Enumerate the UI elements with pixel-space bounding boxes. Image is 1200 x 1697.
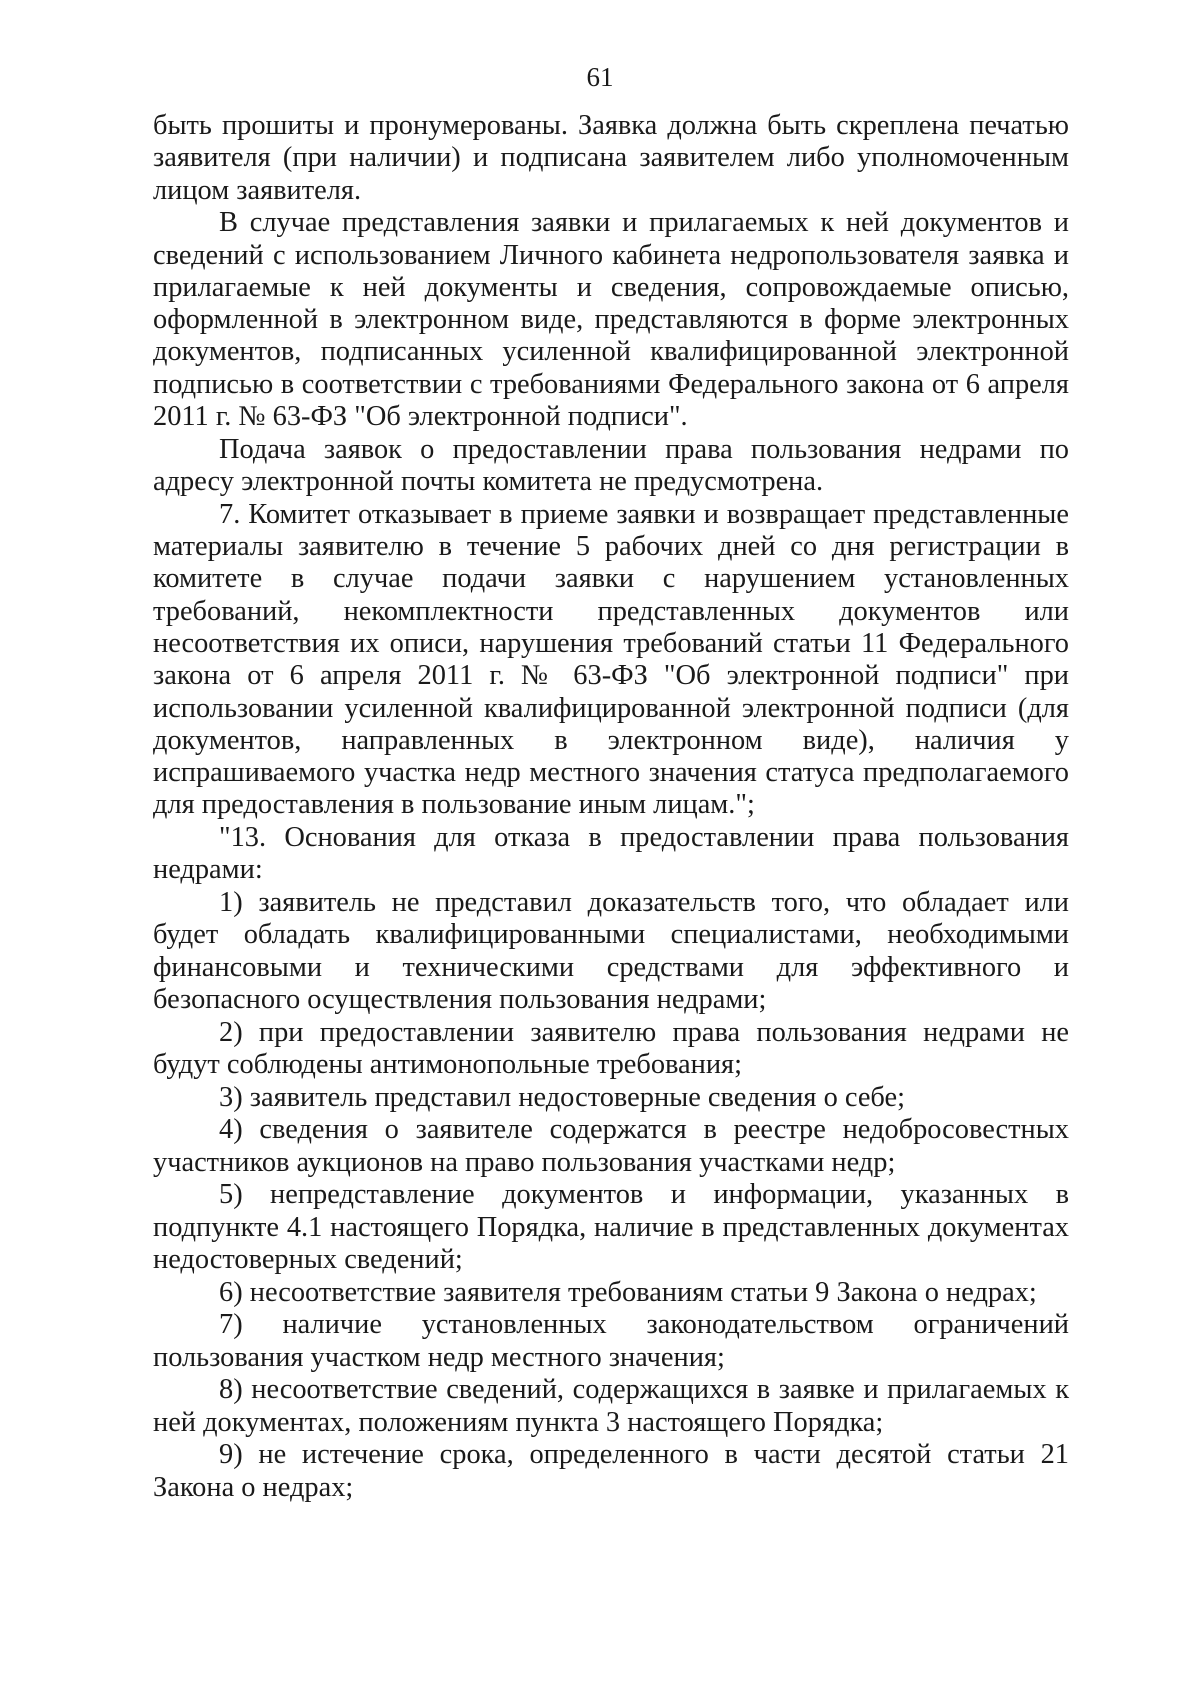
list-item: 1) заявитель не представил доказательств того, что обладает или будет обладать квалифицированными специалистами, необходимыми финансовыми и техническими средствами для эффективного и безопасного осуществления пользования недрами; bbox=[153, 887, 1069, 1015]
list-item: 6) несоответствие заявителя требованиям статьи 9 Закона о недрах; bbox=[219, 1276, 1037, 1308]
list-item: 2) при предоставлении заявителю права пользования недрами не будут соблюдены антимонопольные требования; bbox=[153, 1016, 1069, 1080]
paragraph: 7. Комитет отказывает в приеме заявки и возвращает представленные материалы заявителю в течение 5 рабочих дней со дня регистрации в комитете в случае подачи заявки с нарушением установленных требований, некомплектности представленных документов или несоответствия их описи, нарушения требований статьи 11 Федерального закона от 6 апреля 2011 г. № 63-ФЗ "Об электронной подписи" при использовании усиленной квалифицированной электронной подписи (для документов, направленных в электронном виде), наличия у испрашиваемого участка недр местного значения статуса предполагаемого для предоставления в пользование иным лицам."; bbox=[153, 498, 1069, 821]
paragraph: В случае представления заявки и прилагаемых к ней документов и сведений с использованием Личного кабинета недропользователя заявка и прилагаемые к ней документы и сведения, сопровождаемые описью, оформленной в электронном виде, представляются в форме электронных документов, подписанных усиленной квалифицированной электронной подписью в соответствии с требованиями Федерального закона от 6 апреля 2011 г. № 63-ФЗ "Об электронной подписи". bbox=[153, 207, 1069, 433]
list-item: 5) непредставление документов и информации, указанных в подпункте 4.1 настоящего Порядка, наличие в представленных документах недостоверных сведений; bbox=[153, 1179, 1069, 1275]
paragraph: быть прошиты и пронумерованы. Заявка должна быть скреплена печатью заявителя (при наличии) и подписана заявителем либо уполномоченным лицом заявителя. bbox=[153, 110, 1069, 206]
document-body bbox=[153, 110, 1069, 1504]
list-item: 7) наличие установленных законодательством ограничений пользования участком недр местного значения; bbox=[153, 1309, 1069, 1373]
paragraph: Подача заявок о предоставлении права пользования недрами по адресу электронной почты комитета не предусмотрена. bbox=[153, 433, 1069, 498]
paragraph: "13. Основания для отказа в предоставлении права пользования недрами: bbox=[153, 822, 1069, 886]
list-item: 4) сведения о заявителе содержатся в реестре недобросовестных участников аукционов на право пользования участками недр; bbox=[153, 1114, 1069, 1178]
list-item: 8) несоответствие сведений, содержащихся в заявке и прилагаемых к ней документах, положениям пункта 3 настоящего Порядка; bbox=[153, 1374, 1069, 1438]
list-item: 3) заявитель представил недостоверные сведения о себе; bbox=[219, 1081, 905, 1113]
list-item: 9) не истечение срока, определенного в части десятой статьи 21 Закона о недрах; bbox=[153, 1439, 1069, 1503]
page-number: 61 bbox=[586, 62, 614, 92]
